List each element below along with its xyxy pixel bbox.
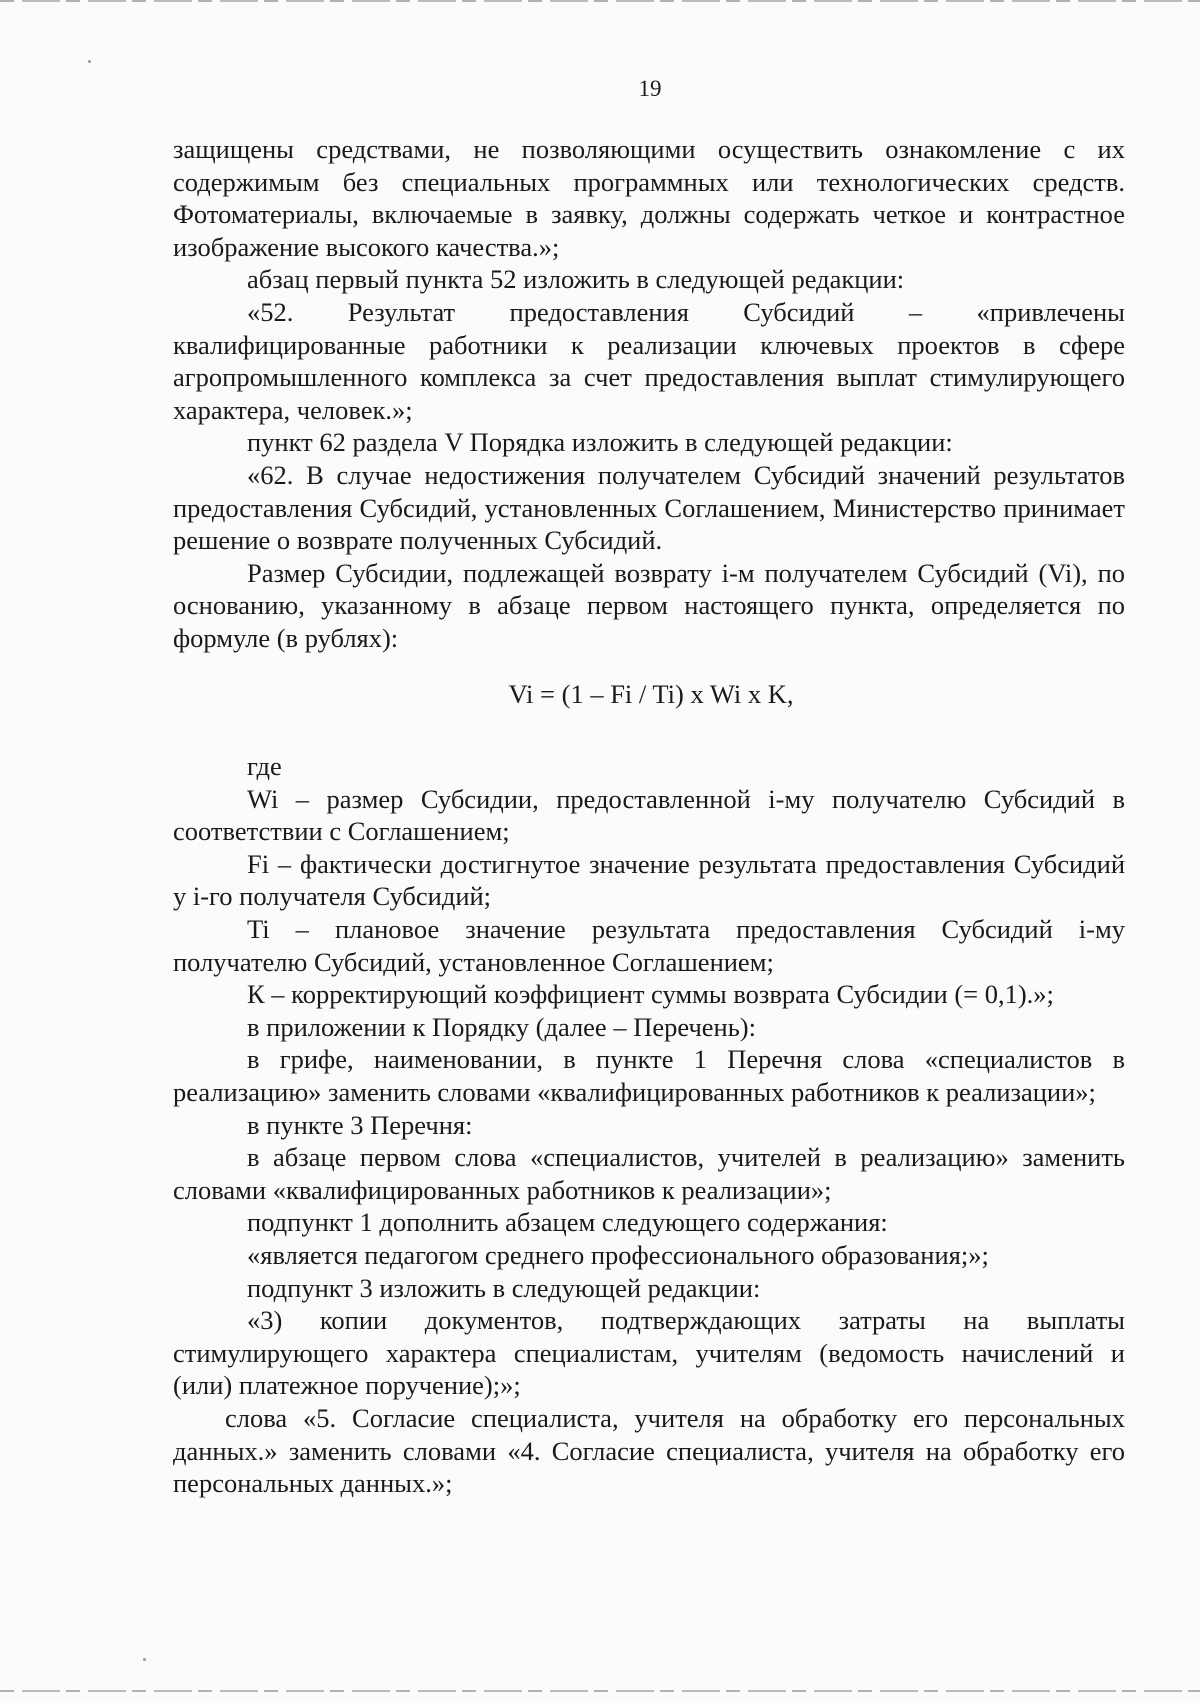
formula: Vi = (1 – Fi / Ti) x Wi x K,	[508, 678, 794, 709]
paragraph: в грифе, наименовании, в пункте 1 Перечня слова «специалистов в реализацию» заменить словами «квалифицированных работников к реализации»;	[173, 1044, 1125, 1108]
page-number: 19	[638, 76, 662, 101]
paragraph: слова «5. Согласие специалиста, учителя на обработку его персональных данных.» заменить словами «4. Согласие специалиста, учителя на обработку его персональных данных.»;	[173, 1402, 1125, 1499]
paragraph: в абзаце первом слова «специалистов, учителей в реализацию» заменить словами «квалифицированных работников к реализации»;	[173, 1142, 1125, 1205]
paragraph: «62. В случае недостижения получателем Субсидий значений результатов предоставления Субсидий, установленных Соглашением, Министерство принимает решение о возврате полученных Субсидий.	[173, 459, 1125, 556]
scan-speck	[143, 1658, 146, 1661]
paragraph: К – корректирующий коэффициент суммы возврата Субсидии (= 0,1).»;	[247, 979, 1054, 1010]
paragraph: «является педагогом среднего профессионального образования;»;	[247, 1240, 989, 1270]
paragraph: подпункт 3 изложить в следующей редакции:	[247, 1272, 761, 1303]
paragraph: Wi – размер Субсидии, предоставленной i-му получателю Субсидий в соответствии с Соглашением;	[173, 783, 1125, 847]
paragraph: Размер Субсидии, подлежащей возврату i-м получателем Субсидий (Vi), по основанию, указанному в абзаце первом настоящего пункта, определяется по формуле (в рублях):	[173, 557, 1125, 653]
paragraph: где	[247, 751, 282, 782]
paragraph: в приложении к Порядку (далее – Перечень):	[247, 1011, 756, 1042]
paragraph: Ti – плановое значение результата предоставления Субсидий i-му получателю Субсидий, установленное Соглашением;	[173, 914, 1125, 977]
paragraph: «3) копии документов, подтверждающих затраты на выплаты стимулирующего характера специалистам, учителям (ведомость начислений и (или) платежное поручение);»;	[173, 1305, 1125, 1401]
scan-edge-bottom	[0, 1690, 1200, 1692]
document-body	[173, 133, 1125, 1500]
scan-edge-top	[0, 0, 1200, 2]
paragraph: Fi – фактически достигнутое значение результата предоставления Субсидий у i-го получателя Субсидий;	[173, 848, 1125, 912]
paragraph: защищены средствами, не позволяющими осуществить ознакомление с их содержимым без специальных программных или технологических средств. Фотоматериалы, включаемые в заявку, должны содержать четкое и контрастное изображение высокого качества.»;	[173, 134, 1125, 262]
paragraph: в пункте 3 Перечня:	[247, 1109, 473, 1140]
paragraph: подпункт 1 дополнить абзацем следующего содержания:	[247, 1207, 888, 1238]
paragraph: пункт 62 раздела V Порядка изложить в следующей редакции:	[247, 427, 953, 458]
paragraph: «52. Результат предоставления Субсидий – «привлечены квалифицированные работники к реализации ключевых проектов в сфере агропромышленного комплекса за счет предоставления выплат стимулирующего характера, человек.»;	[173, 296, 1125, 425]
scan-speck	[88, 60, 91, 63]
paragraph: абзац первый пункта 52 изложить в следующей редакции:	[247, 264, 905, 295]
